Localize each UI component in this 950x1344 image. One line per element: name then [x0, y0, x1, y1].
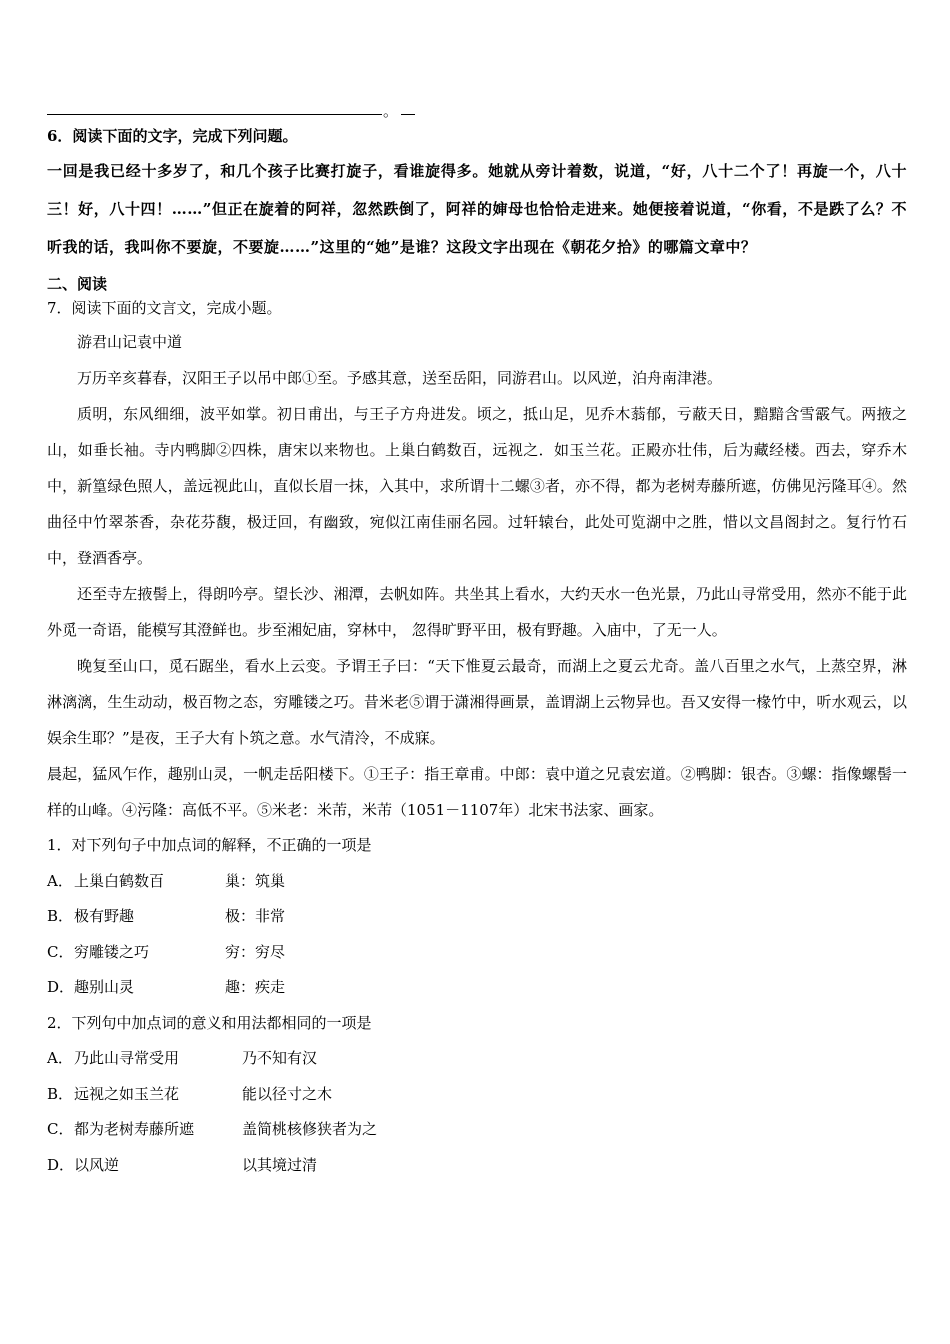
essay-paragraph-1: 万历辛亥暮春，汉阳王子以吊中郎①至。予感其意，送至岳阳，同游君山。以风逆，泊舟南津港。	[77, 369, 723, 387]
option-text: 极有野趣	[74, 907, 135, 925]
sub1-option-b	[47, 899, 907, 935]
answer-blank-line	[47, 90, 907, 120]
sub2-option-a	[47, 1041, 907, 1077]
option-text: 远视之如玉兰花	[74, 1084, 180, 1103]
option-label: D．	[47, 978, 75, 996]
option-text: 穷雕镂之巧	[74, 942, 150, 961]
option-gloss: 乃不知有汉	[242, 1049, 318, 1067]
option-gloss: 巢：筑巢	[225, 871, 286, 890]
option-gloss: 极：非常	[225, 907, 286, 925]
essay-title: 游君山记袁中道	[77, 333, 183, 351]
option-gloss: 趣：疾走	[225, 978, 286, 996]
blank-underline-tail	[401, 114, 415, 115]
sub2-option-b	[47, 1077, 907, 1113]
essay-paragraph-4: 晚复至山口，觅石踞坐，看水上云变。予谓王子曰：“天下惟夏云最奇，而湖上之夏云尤奇。盖八百里之水气，上蒸空界，淋淋漓漓，生生动动，极百物之态，穷雕镂之巧。昔米老⑤谓于潇湘得画景，盖谓湖上云物异也。吾又安得一椽竹中，听水观云，以娱余生耶？”是夜，王子大有卜筑之意。水气清泠，不成寐。	[47, 657, 907, 747]
sub1-option-c	[47, 935, 907, 971]
option-gloss: 盖简桃核修狭者为之	[242, 1120, 378, 1138]
option-label: B．	[47, 1084, 74, 1103]
option-label: C．	[47, 1120, 74, 1138]
option-gloss: 穷：穷尽	[225, 942, 286, 961]
sub2-option-d	[47, 1148, 907, 1184]
section-heading-reading: 二、阅读	[47, 275, 108, 293]
question-6-title: 6．阅读下面的文字，完成下列问题。	[47, 127, 298, 145]
option-text: 以风逆	[74, 1155, 120, 1174]
option-text: 上巢白鹤数百	[74, 871, 165, 890]
option-gloss: 能以径寸之木	[242, 1084, 333, 1103]
sub1-option-a	[47, 864, 907, 900]
sub-question-2: 2．下列句中加点词的意义和用法都相同的一项是	[47, 1013, 372, 1032]
sub1-option-d	[47, 970, 907, 1006]
option-text: 趣别山灵	[74, 978, 135, 996]
option-text: 都为老树寿藤所遮	[74, 1120, 195, 1138]
question-7-intro: 7．阅读下面的文言文，完成小题。	[47, 299, 282, 317]
option-label: A．	[47, 1049, 73, 1067]
sub-question-1: 1．对下列句子中加点词的解释，不正确的一项是	[47, 836, 372, 854]
sub2-option-c	[47, 1112, 907, 1148]
essay-notes: 晨起，猛风乍作，趣别山灵，一帆走岳阳楼下。①王子：指王章甫。中郎：袁中道之兄袁宏道。②鸭脚：银杏。③螺：指像螺髻一样的山峰。④污隆：高低不平。⑤米老：米芾，米芾（1051－1107年）北宋书法家、画家。	[47, 765, 907, 819]
option-label: B．	[47, 907, 74, 925]
option-label: A．	[47, 871, 73, 890]
blank-line-period: 。	[383, 102, 399, 120]
document-page	[47, 90, 907, 1183]
option-label: C．	[47, 942, 74, 961]
option-text: 乃此山寻常受用	[74, 1049, 180, 1067]
question-6-passage: 一回是我已经十多岁了，和几个孩子比赛打旋子，看谁旋得多。她就从旁计着数，说道，“好，八十二个了！再旋一个，八十三！好，八十四！……”但正在旋着的阿祥，忽然跌倒了，阿祥的婶母也恰恰走进来。她便接着说道，“你看，不是跌了么？不听我的话，我叫你不要旋，不要旋……”这里的“她”是谁？这段文字出现在《朝花夕拾》的哪篇文章中？	[47, 162, 907, 256]
option-label: D．	[47, 1155, 75, 1174]
blank-underline	[47, 114, 382, 115]
essay-paragraph-3: 还至寺左掖髻上，得朗吟亭。望长沙、湘潭，去帆如阵。共坐其上看水，大约天水一色光景，乃此山寻常受用，然亦不能于此外觅一奇语，能模写其澄鲜也。步至湘妃庙，穿林中， 忽得旷野平田，极有野趣。入庙中，了无一人。	[47, 585, 907, 639]
essay-paragraph-2: 质明，东风细细，波平如掌。初日甫出，与王子方舟进发。顷之，抵山足，见乔木蓊郁，亏蔽天日，黯黯含雪霰气。两掖之山，如垂长袖。寺内鸭脚②四株，唐宋以来物也。上巢白鹤数百，远视之．如玉兰花。正殿亦壮伟，后为藏经楼。西去，穿乔木中，新篁绿色照人，盖远视此山，直似长眉一抹，入其中，求所谓十二螺③者，亦不得，都为老树寿藤所遮，仿佛见污隆耳④。然曲径中竹翠茶香，杂花芬馥，极迂回，有幽致，宛似江南佳丽名园。过轩辕台，此处可览湖中之胜，惜以文昌阁封之。复行竹石中，登酒香亭。	[47, 405, 907, 567]
option-gloss: 以其境过清	[242, 1155, 318, 1174]
